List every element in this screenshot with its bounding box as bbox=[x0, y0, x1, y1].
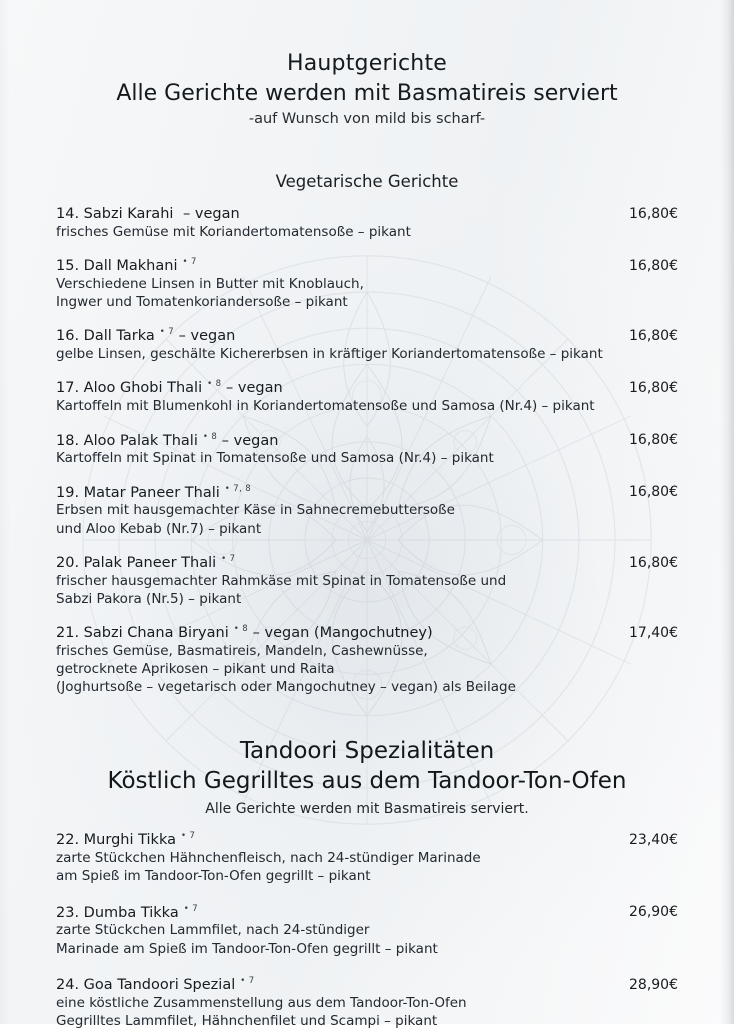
menu-item bbox=[56, 624, 678, 696]
tandoori-subtitle: Köstlich Gegrilltes aus dem Tandoor-Ton-Ofen bbox=[107, 768, 627, 795]
menu-item-price: 26,90€ bbox=[629, 904, 678, 921]
description-line: und Aloo Kebab (Nr.7) – pikant bbox=[56, 520, 262, 537]
menu-item-allergen: • 7 bbox=[180, 831, 196, 842]
page-subtitle: Alle Gerichte werden mit Basmatireis serviert bbox=[116, 80, 618, 106]
menu-item bbox=[56, 831, 678, 885]
section-title-vegetarian: Vegetarische Gerichte bbox=[275, 172, 459, 192]
menu-item-head bbox=[56, 327, 678, 344]
description-line: Ingwer und Tomatenkoriandersoße – pikant bbox=[56, 294, 348, 311]
menu-item-title bbox=[56, 484, 251, 501]
menu-item-name: 15. Dall Makhani bbox=[56, 257, 178, 274]
description-line: frisches Gemüse, Basmatireis, Mandeln, Cashewnüsse, bbox=[56, 642, 428, 659]
menu-item-head bbox=[56, 432, 678, 449]
menu-item-name: 14. Sabzi Karahi bbox=[56, 205, 174, 222]
menu-item-description bbox=[56, 849, 678, 885]
menu-item-allergen: • 8 bbox=[233, 624, 249, 635]
menu-item-description bbox=[56, 642, 678, 697]
menu-item-head bbox=[56, 205, 678, 222]
description-line: (Joghurtsoße – vegetarisch oder Mangochutney – vegan) als Beilage bbox=[56, 679, 516, 696]
menu-item-price: 16,80€ bbox=[629, 380, 678, 397]
menu-item-description bbox=[56, 223, 678, 241]
page-title-block bbox=[56, 0, 678, 127]
menu-item-price: 16,80€ bbox=[629, 205, 678, 222]
menu-item-name: 22. Murghi Tikka bbox=[56, 832, 176, 849]
menu-item bbox=[56, 257, 678, 311]
description-line: frisches Gemüse mit Koriandertomatensoße – pikant bbox=[56, 223, 411, 240]
description-line: Gegrilltes Lammfilet, Hähnchenfilet und Scampi – pikant bbox=[56, 1012, 438, 1029]
description-line: Verschiedene Linsen in Butter mit Knoblauch, bbox=[56, 275, 364, 292]
menu-item-title bbox=[56, 624, 433, 641]
menu-item-title bbox=[56, 904, 198, 921]
menu-item-head bbox=[56, 554, 678, 571]
menu-item-name: 17. Aloo Ghobi Thali bbox=[56, 380, 203, 397]
menu-item-allergen: • 8 bbox=[207, 379, 222, 390]
menu-item bbox=[56, 432, 678, 468]
menu-item-description bbox=[56, 572, 678, 608]
menu-item-description bbox=[56, 397, 678, 415]
description-line: frischer hausgemachter Rahmkäse mit Spinat in Tomatensoße und bbox=[56, 572, 507, 589]
description-line: am Spieß im Tandoor-Ton-Ofen gegrillt – pikant bbox=[56, 868, 371, 885]
menu-item bbox=[56, 554, 678, 608]
page-title: Hauptgerichte bbox=[286, 51, 448, 76]
menu-item-head bbox=[56, 379, 678, 396]
menu-item-allergen: • 7 bbox=[182, 257, 197, 268]
menu-item-allergen: • 7, 8 bbox=[224, 483, 252, 494]
description-line: gelbe Linsen, geschälte Kichererbsen in kräftiger Koriandertomatensoße – pikant bbox=[56, 346, 603, 363]
menu-item-price: 16,80€ bbox=[629, 432, 678, 449]
menu-item-tag: – vegan bbox=[221, 432, 279, 449]
menu-item-head bbox=[56, 257, 678, 274]
tandoori-note: Alle Gerichte werden mit Basmatireis serviert. bbox=[205, 801, 529, 818]
menu-item-name: 19. Matar Paneer Thali bbox=[56, 484, 220, 501]
tandoori-item-list bbox=[56, 831, 678, 1030]
menu-item-description bbox=[56, 345, 678, 363]
description-line: getrocknete Aprikosen – pikant und Raita bbox=[56, 661, 335, 678]
menu-item-name: 23. Dumba Tikka bbox=[56, 904, 179, 921]
menu-item-price: 17,40€ bbox=[629, 624, 678, 641]
menu-item-title bbox=[56, 976, 255, 993]
menu-item-price: 16,80€ bbox=[629, 328, 678, 345]
menu-item-head bbox=[56, 484, 678, 501]
menu-item-name: 18. Aloo Palak Thali bbox=[56, 432, 198, 449]
description-line: Erbsen mit hausgemachter Käse in Sahnecremebuttersoße bbox=[56, 502, 455, 519]
page-note: -auf Wunsch von mild bis scharf- bbox=[248, 111, 486, 128]
menu-item-name: 16. Dall Tarka bbox=[56, 328, 155, 345]
menu-item-description bbox=[56, 994, 678, 1030]
menu-item bbox=[56, 484, 678, 538]
menu-item bbox=[56, 379, 678, 415]
description-line: Kartoffeln mit Spinat in Tomatensoße und Samosa (Nr.4) – pikant bbox=[56, 450, 494, 467]
menu-item-tag: – vegan bbox=[226, 380, 283, 397]
description-line: zarte Stückchen Lammfilet, nach 24-stündiger bbox=[56, 922, 370, 939]
menu-item-title bbox=[56, 831, 195, 848]
menu-item bbox=[56, 205, 678, 241]
description-line: eine köstliche Zusammenstellung aus dem Tandoor-Ton-Ofen bbox=[56, 994, 467, 1011]
menu-item bbox=[56, 327, 678, 363]
menu-item-description bbox=[56, 275, 678, 311]
description-line: Kartoffeln mit Blumenkohl in Koriandertomatensoße und Samosa (Nr.4) – pikant bbox=[56, 398, 595, 415]
menu-item-name: 21. Sabzi Chana Biryani bbox=[56, 624, 229, 641]
menu-item-name: 24. Goa Tandoori Spezial bbox=[56, 976, 236, 993]
description-line: zarte Stückchen Hähnchenfleisch, nach 24-stündiger Marinade bbox=[56, 850, 481, 867]
tandoori-title: Tandoori Spezialitäten bbox=[239, 737, 495, 764]
menu-item-tag: – vegan bbox=[183, 205, 240, 222]
menu-item-allergen: • 7 bbox=[159, 327, 175, 338]
menu-item-price: 16,80€ bbox=[629, 484, 678, 501]
menu-item-allergen: • 7 bbox=[221, 553, 236, 564]
menu-item-description bbox=[56, 449, 678, 467]
menu-item bbox=[56, 976, 678, 1030]
menu-item-head bbox=[56, 976, 678, 993]
description-line: Sabzi Pakora (Nr.5) – pikant bbox=[56, 590, 242, 607]
menu-item-name: 20. Palak Paneer Thali bbox=[56, 554, 217, 571]
menu-item-allergen: • 8 bbox=[202, 431, 218, 442]
description-line: Marinade am Spieß im Tandoor-Ton-Ofen gegrillt – pikant bbox=[56, 940, 438, 957]
menu-item-title bbox=[56, 432, 278, 449]
menu-item-head bbox=[56, 904, 678, 921]
menu-item-price: 16,80€ bbox=[629, 554, 678, 571]
menu-item-allergen: • 7 bbox=[183, 903, 199, 914]
menu-item-title bbox=[56, 257, 197, 274]
menu-item-allergen: • 7 bbox=[240, 975, 255, 986]
menu-item-title bbox=[56, 379, 283, 396]
menu-item-head bbox=[56, 624, 678, 641]
menu-item-head bbox=[56, 831, 678, 848]
menu-item-title bbox=[56, 205, 240, 222]
section-title-tandoori-block bbox=[56, 737, 678, 818]
menu-item-title bbox=[56, 554, 235, 571]
menu-item-title bbox=[56, 327, 235, 344]
menu-item-tag: – vegan (Mangochutney) bbox=[252, 624, 433, 641]
menu-item bbox=[56, 904, 678, 958]
menu-item-description bbox=[56, 921, 678, 957]
menu-item-price: 28,90€ bbox=[629, 976, 678, 993]
menu-item-description bbox=[56, 501, 678, 537]
menu-item-tag: – vegan bbox=[178, 328, 236, 345]
menu-item-price: 23,40€ bbox=[629, 832, 678, 849]
vegetarian-item-list bbox=[56, 205, 678, 696]
menu-item-price: 16,80€ bbox=[629, 257, 678, 274]
